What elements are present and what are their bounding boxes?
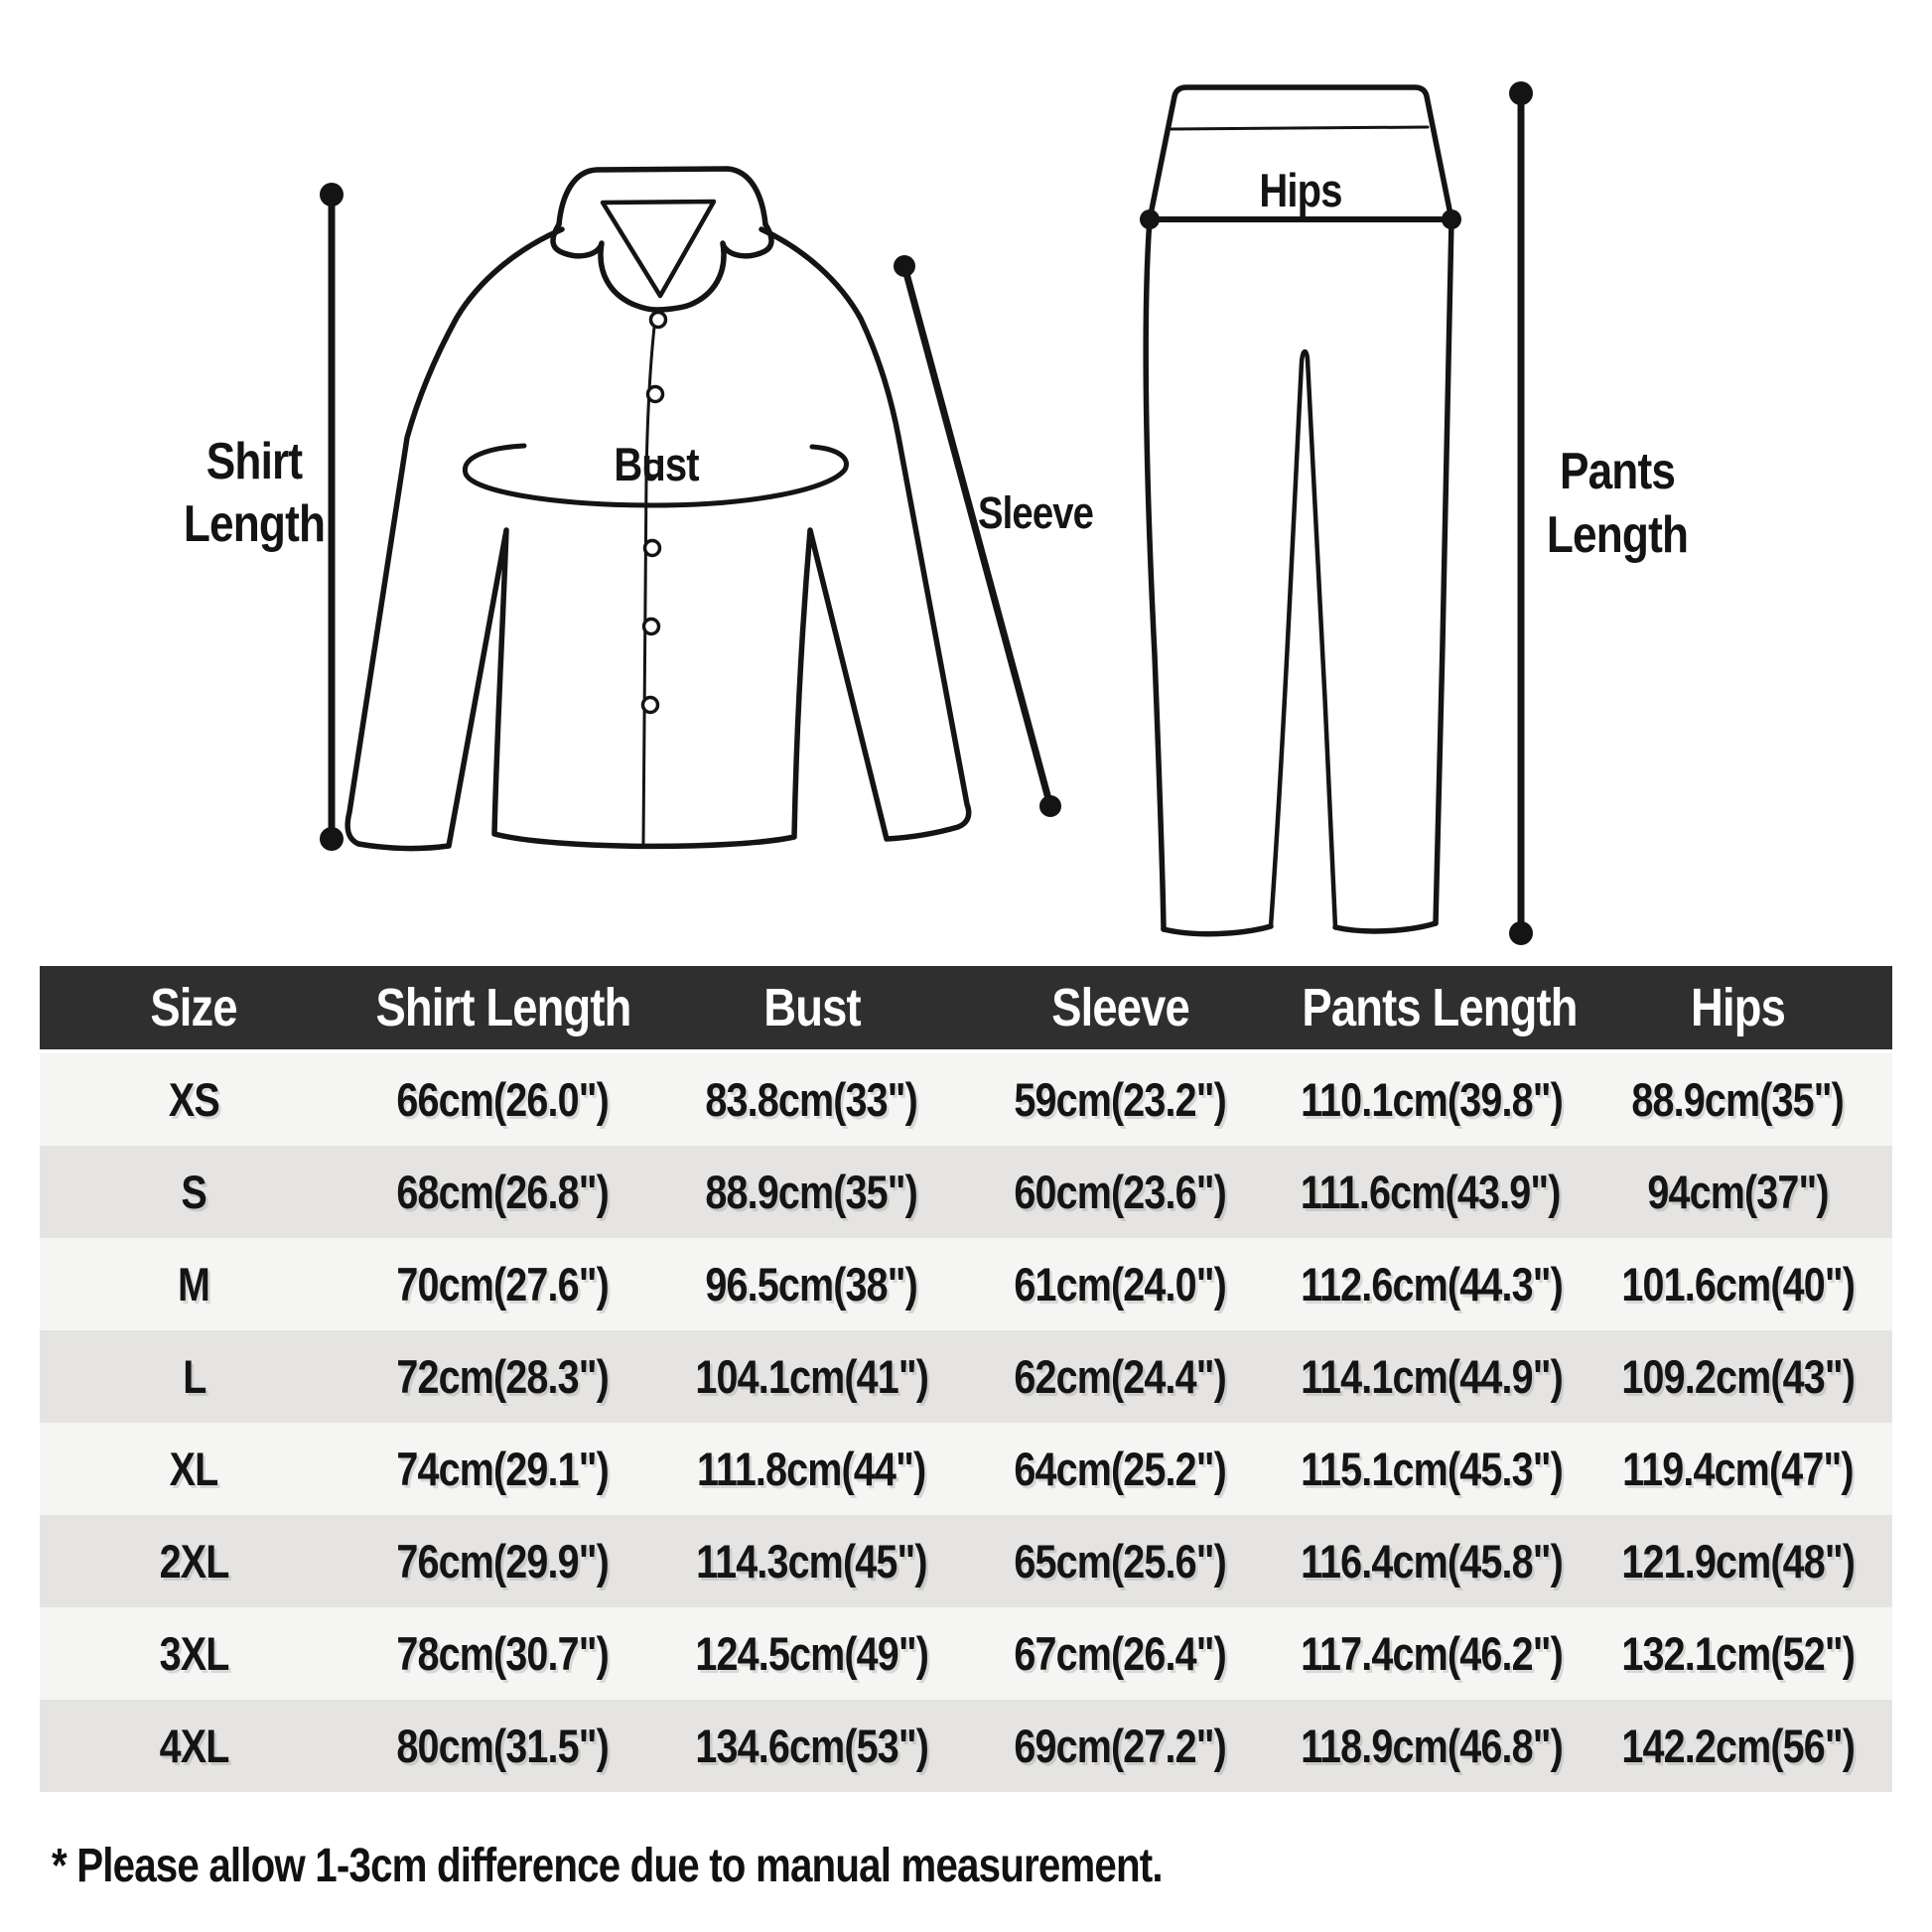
cell-size: S	[181, 1166, 207, 1218]
pants-inner-legs	[1271, 351, 1335, 927]
shirt-collar-triangle	[603, 202, 714, 296]
cell-size: 3XL	[159, 1627, 229, 1680]
cell-sleeve: 69cm(27.2")	[1014, 1720, 1227, 1772]
cell-size: M	[178, 1258, 210, 1311]
cell-hips: 88.9cm(35")	[1631, 1073, 1845, 1126]
pants-left-hem	[1164, 926, 1271, 934]
table-row-xs	[40, 1051, 1892, 1146]
pants-right-leg-outer	[1436, 219, 1451, 923]
table-row-xl	[40, 1423, 1892, 1515]
table-row-3xl	[40, 1607, 1892, 1700]
pants-right-hem	[1335, 923, 1436, 931]
cell-hips: 119.4cm(47")	[1622, 1443, 1854, 1495]
sleeve-label: Sleeve	[978, 487, 1094, 538]
cell-bust: 124.5cm(49")	[695, 1627, 928, 1680]
hips-label: Hips	[1259, 166, 1342, 217]
pants-length-label-line2: Length	[1546, 505, 1689, 564]
cell-sleeve: 65cm(25.6")	[1014, 1535, 1227, 1587]
cell-shirt-length: 68cm(26.8")	[396, 1166, 610, 1218]
cell-size: 4XL	[159, 1720, 229, 1772]
cell-pants-length: 117.4cm(46.2")	[1301, 1627, 1563, 1680]
measurement-diagram	[0, 0, 1932, 958]
cell-sleeve: 67cm(26.4")	[1014, 1627, 1227, 1680]
cell-bust: 96.5cm(38")	[705, 1258, 918, 1311]
size-table	[40, 966, 1892, 1792]
pants-length-measure-line	[1509, 81, 1533, 945]
cell-sleeve: 60cm(23.6")	[1014, 1166, 1227, 1218]
table-row-4xl	[40, 1700, 1892, 1792]
column-header-sleeve: Sleeve	[966, 966, 1275, 1051]
cell-hips: 109.2cm(43")	[1621, 1350, 1855, 1403]
cell-size: 2XL	[159, 1535, 229, 1587]
pants-waistband-seam	[1172, 127, 1428, 129]
shirt-length-label-line2: Length	[183, 494, 326, 553]
column-header-shirt-length: Shirt Length	[348, 966, 657, 1051]
cell-bust: 134.6cm(53")	[695, 1720, 928, 1772]
table-row-m	[40, 1238, 1892, 1330]
table-row-2xl	[40, 1515, 1892, 1607]
pants-length-label-line1: Pants	[1559, 442, 1676, 500]
cell-hips: 121.9cm(48")	[1621, 1535, 1855, 1587]
column-header-pants-length: Pants Length	[1275, 966, 1584, 1051]
cell-bust: 114.3cm(45")	[696, 1535, 927, 1587]
cell-shirt-length: 70cm(27.6")	[396, 1258, 610, 1311]
cell-pants-length: 112.6cm(44.3")	[1301, 1258, 1563, 1311]
cell-shirt-length: 66cm(26.0")	[396, 1073, 610, 1126]
cell-shirt-length: 76cm(29.9")	[396, 1535, 610, 1587]
cell-size: L	[182, 1350, 207, 1403]
cell-bust: 83.8cm(33")	[705, 1073, 918, 1126]
shirt-length-label-line1: Shirt	[206, 432, 303, 490]
cell-sleeve: 61cm(24.0")	[1014, 1258, 1227, 1311]
cell-shirt-length: 80cm(31.5")	[396, 1720, 610, 1772]
cell-size: XS	[168, 1073, 219, 1126]
column-header-hips: Hips	[1584, 966, 1892, 1051]
cell-pants-length: 110.1cm(39.8")	[1301, 1073, 1563, 1126]
cell-shirt-length: 74cm(29.1")	[396, 1443, 610, 1495]
cell-size: XL	[170, 1443, 218, 1495]
table-row-l	[40, 1330, 1892, 1423]
cell-sleeve: 59cm(23.2")	[1014, 1073, 1227, 1126]
column-header-bust: Bust	[657, 966, 966, 1051]
cell-pants-length: 115.1cm(45.3")	[1301, 1443, 1563, 1495]
header-row	[40, 966, 1892, 1051]
column-header-size: Size	[40, 966, 348, 1051]
cell-hips: 94cm(37")	[1647, 1166, 1829, 1218]
shirt-illustration	[347, 169, 969, 849]
cell-hips: 142.2cm(56")	[1621, 1720, 1855, 1772]
cell-hips: 132.1cm(52")	[1621, 1627, 1855, 1680]
cell-sleeve: 62cm(24.4")	[1014, 1350, 1227, 1403]
cell-pants-length: 111.6cm(43.9")	[1300, 1166, 1561, 1218]
cell-bust: 111.8cm(44")	[697, 1443, 926, 1495]
size-table-header	[40, 966, 1892, 1051]
measurement-note: * Please allow 1-3cm difference due to manual measurement.	[52, 1840, 1163, 1892]
bust-label: Bust	[614, 440, 699, 491]
cell-sleeve: 64cm(25.2")	[1014, 1443, 1227, 1495]
pants-left-leg-outer	[1146, 219, 1164, 929]
cell-shirt-length: 72cm(28.3")	[396, 1350, 610, 1403]
cell-pants-length: 114.1cm(44.9")	[1301, 1350, 1563, 1403]
cell-shirt-length: 78cm(30.7")	[396, 1627, 610, 1680]
cell-pants-length: 118.9cm(46.8")	[1301, 1720, 1563, 1772]
cell-pants-length: 116.4cm(45.8")	[1301, 1535, 1563, 1587]
table-row-s	[40, 1146, 1892, 1238]
cell-bust: 104.1cm(41")	[695, 1350, 928, 1403]
cell-hips: 101.6cm(40")	[1621, 1258, 1855, 1311]
cell-bust: 88.9cm(35")	[705, 1166, 918, 1218]
